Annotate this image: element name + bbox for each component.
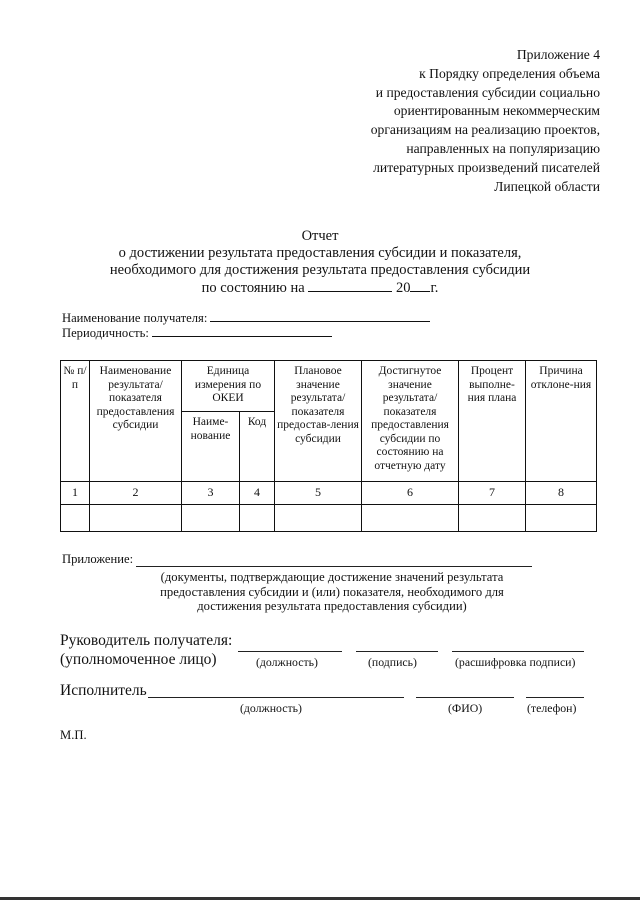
header-reason: Причина отклоне-ния bbox=[526, 361, 597, 482]
position-field[interactable] bbox=[238, 651, 342, 652]
attachment-note-line3: достижения результата предоставления субсидии) bbox=[197, 599, 467, 613]
col-number: 7 bbox=[459, 482, 526, 505]
stamp-label: М.П. bbox=[60, 728, 87, 742]
periodicity-field[interactable] bbox=[152, 336, 332, 337]
table-cell[interactable] bbox=[182, 505, 240, 532]
attachment-field[interactable] bbox=[136, 566, 532, 567]
table-cell[interactable] bbox=[90, 505, 182, 532]
date-blank[interactable] bbox=[308, 291, 392, 292]
header-num: № п/п bbox=[61, 361, 90, 482]
col-number: 6 bbox=[362, 482, 459, 505]
attachment-label: Приложение: bbox=[62, 552, 134, 566]
authorized-label: (уполномоченное лицо) bbox=[60, 651, 217, 668]
date-prefix: по состоянию на bbox=[201, 280, 305, 296]
year-prefix: 20 bbox=[395, 280, 411, 296]
header-achieved: Достигнутое значение результата/ показателя предоставления субсидии по состоянию на отчетную дату bbox=[362, 361, 459, 482]
appendix-header bbox=[371, 46, 600, 196]
recipient-row bbox=[62, 311, 430, 326]
position-caption: (должность) bbox=[256, 655, 318, 669]
table-cell[interactable] bbox=[61, 505, 90, 532]
report-table bbox=[60, 360, 597, 532]
recipient-label: Наименование получателя: bbox=[62, 311, 208, 325]
col-number: 1 bbox=[61, 482, 90, 505]
header-unit: Единица измерения по ОКЕИ bbox=[182, 361, 275, 412]
header-line: к Порядку определения объема bbox=[419, 65, 600, 81]
report-subtitle-line2: необходимого для достижения результата предоставления субсидии bbox=[109, 262, 531, 278]
executor-fio-field[interactable] bbox=[416, 697, 514, 698]
col-number: 2 bbox=[90, 482, 182, 505]
executor-phone-field[interactable] bbox=[526, 697, 584, 698]
periodicity-row bbox=[62, 326, 332, 341]
decoding-field[interactable] bbox=[452, 651, 584, 652]
header-line: Приложение 4 bbox=[516, 47, 600, 62]
table-cell[interactable] bbox=[362, 505, 459, 532]
recipient-field[interactable] bbox=[210, 321, 430, 322]
signature-caption: (подпись) bbox=[368, 655, 417, 669]
executor-position-caption: (должность) bbox=[240, 701, 302, 715]
header-planned: Плановое значение результата/ показателя предостав-ления субсидии bbox=[275, 361, 362, 482]
report-date-line bbox=[0, 280, 640, 297]
header-percent: Процент выполне-ния плана bbox=[459, 361, 526, 482]
signature-field[interactable] bbox=[356, 651, 438, 652]
col-number: 8 bbox=[526, 482, 597, 505]
periodicity-label: Периодичность: bbox=[62, 326, 149, 340]
header-line: направленных на популяризацию bbox=[406, 140, 600, 156]
col-number: 5 bbox=[275, 482, 362, 505]
header-result-name: Наименование результата/ показателя предоставления субсидии bbox=[90, 361, 182, 482]
header-line: ориентированным некоммерческим bbox=[393, 103, 600, 119]
scan-edge-bar bbox=[0, 897, 640, 900]
report-subtitle-line1: о достижении результата предоставления субсидии и показателя, bbox=[118, 245, 522, 261]
attachment-note-line1: (документы, подтверждающие достижение значений результата bbox=[160, 570, 504, 584]
header-line: организациям на реализацию проектов, bbox=[370, 122, 600, 138]
table-cell[interactable] bbox=[526, 505, 597, 532]
header-line: и предоставления субсидии социально bbox=[375, 84, 600, 100]
executor-fio-caption: (ФИО) bbox=[448, 701, 483, 715]
executor-phone-caption: (телефон) bbox=[527, 701, 577, 715]
header-line: Липецкой области bbox=[494, 178, 600, 194]
table-cell[interactable] bbox=[275, 505, 362, 532]
header-unit-name: Наиме-нование bbox=[182, 412, 240, 482]
decoding-caption: (расшифровка подписи) bbox=[455, 655, 576, 669]
year-blank[interactable] bbox=[410, 291, 430, 292]
executor-label: Исполнитель bbox=[60, 682, 147, 699]
col-number: 4 bbox=[240, 482, 275, 505]
report-heading: Отчет bbox=[301, 228, 339, 244]
header-unit-code: Код bbox=[240, 412, 275, 482]
attachment-note-line2: предоставления субсидии и (или) показателя, необходимого для bbox=[160, 585, 504, 599]
year-suffix: г. bbox=[430, 280, 439, 296]
executor-position-field[interactable] bbox=[148, 697, 404, 698]
col-number: 3 bbox=[182, 482, 240, 505]
table-cell[interactable] bbox=[240, 505, 275, 532]
head-label: Руководитель получателя: bbox=[60, 632, 233, 649]
header-line: литературных произведений писателей bbox=[373, 159, 600, 175]
table-cell[interactable] bbox=[459, 505, 526, 532]
